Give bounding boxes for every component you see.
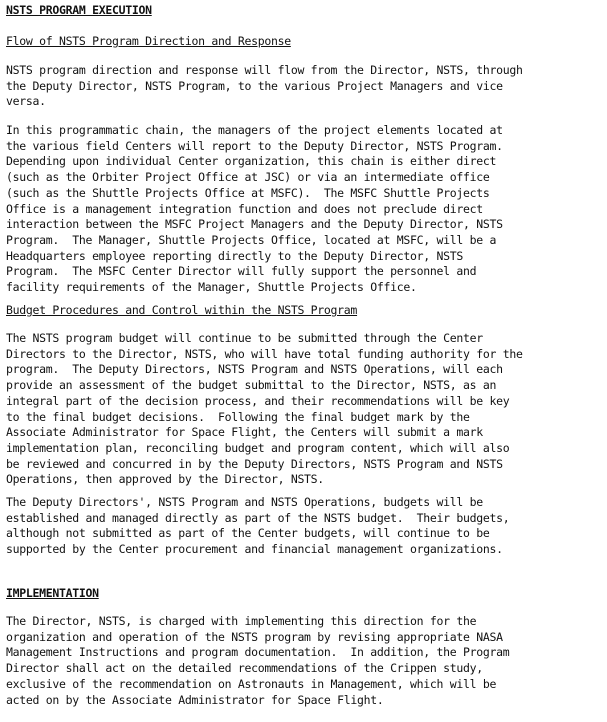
paragraph-flow-2 [6,123,604,296]
text-line: although not submitted as part of the Center budgets, will continue to be [6,526,490,541]
text-line: Associate Administrator for Space Flight, the Centers will submit a mark [6,425,483,440]
text-line: supported by the Center procurement and financial management organizations. [6,542,503,557]
paragraph-implementation [6,614,604,708]
text-line: provide an assessment of the budget submittal to the Director, NSTS, as an [6,378,497,393]
paragraph-flow-1 [6,63,604,110]
text-line: The Deputy Directors', NSTS Program and NSTS Operations, budgets will be [6,495,483,509]
text-line: Program. The MSFC Center Director will fully support the personnel and [6,264,477,279]
text-line: Headquarters employee reporting directly to the Deputy Director, NSTS [6,248,464,263]
section-title-execution [6,3,604,18]
text-line: versa. [6,94,46,109]
text-line: implementation plan, reconciling budget and program content, which will also [6,440,510,455]
text-line: integral part of the decision process, and their recommendations will be key [6,393,510,408]
text-line: (such as the Shuttle Projects Office at MSFC). The MSFC Shuttle Projects [6,185,490,200]
paragraph-budget-1 [6,331,604,488]
text-line: The NSTS program budget will continue to be submitted through the Center [6,331,483,345]
text-line: exclusive of the recommendation on Astronauts in Management, which will be [6,676,497,691]
text-line: The Director, NSTS, is charged with implementing this direction for the [6,614,477,628]
text-line: established and managed directly as part of the NSTS budget. Their budgets, [6,510,510,525]
paragraph-budget-2 [6,495,604,558]
text-line: Depending upon individual Center organization, this chain is either direct [6,154,497,169]
text-line: be reviewed and concurred in by the Deputy Directors, NSTS Program and NSTS [6,456,503,471]
heading-text: IMPLEMENTATION [6,586,99,600]
text-line: (such as the Orbiter Project Office at JSC) or via an intermediate office [6,170,490,185]
text-line: acted on by the Associate Administrator for Space Flight. [6,692,384,707]
text-line: Director shall act on the detailed recommendations of the Crippen study, [6,661,483,676]
text-line: Program. The Manager, Shuttle Projects Office, located at MSFC, will be a [6,232,497,247]
subheading-text: Budget Procedures and Control within the NSTS Program [6,303,358,317]
text-line: the various field Centers will report to the Deputy Director, NSTS Program. [6,138,503,153]
text-line: Management Instructions and program documentation. In addition, the Program [6,645,510,660]
text-line: organization and operation of the NSTS program by revising appropriate NASA [6,629,503,644]
text-line: facility requirements of the Manager, Shuttle Projects Office. [6,280,417,295]
text-line: NSTS program direction and response will flow from the Director, NSTS, through [6,63,523,77]
heading-text: NSTS PROGRAM EXECUTION [6,3,152,17]
text-line: program. The Deputy Directors, NSTS Program and NSTS Operations, will each [6,362,503,377]
subheading-text: Flow of NSTS Program Direction and Response [6,34,291,48]
text-line: the Deputy Director, NSTS Program, to the various Project Managers and vice [6,78,503,93]
text-line: Office is a management integration function and does not preclude direct [6,201,483,216]
subheading-budget [6,303,604,318]
subheading-flow [6,34,604,49]
text-line: Operations, then approved by the Director, NSTS. [6,472,324,487]
text-line: In this programmatic chain, the managers of the project elements located at [6,123,503,137]
text-line: Directors to the Director, NSTS, who will have total funding authority for the [6,346,523,361]
text-line: to the final budget decisions. Following the final budget mark by the [6,409,470,424]
text-line: interaction between the MSFC Project Managers and the Deputy Director, NSTS [6,217,503,232]
section-title-implementation [6,586,604,601]
